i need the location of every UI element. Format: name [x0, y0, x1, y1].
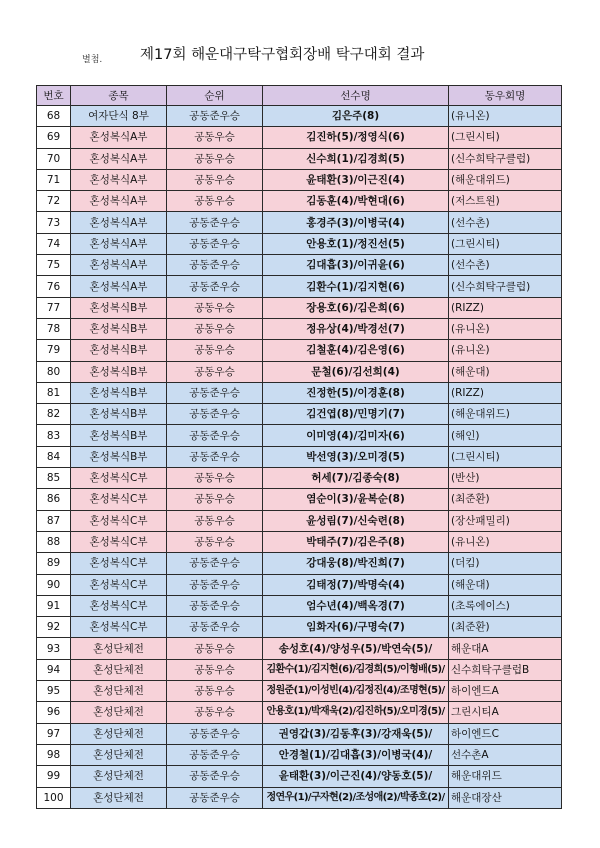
table-row	[37, 318, 562, 339]
table-row	[37, 531, 562, 552]
rank-cell: 공동준우승	[167, 723, 263, 744]
event-cell: 혼성단체전	[71, 766, 167, 787]
row-number: 86	[37, 489, 71, 510]
rank-cell: 공동준우승	[167, 106, 263, 127]
rank-cell: 공동준우승	[167, 787, 263, 808]
rank-cell: 공동우승	[167, 638, 263, 659]
players-cell: 김대흡(3)/이귀윤(6)	[263, 255, 449, 276]
document-header	[0, 40, 600, 64]
players-cell: 윤태환(3)/이근진(4)/양동호(5)/	[263, 766, 449, 787]
rank-cell: 공동우승	[167, 127, 263, 148]
players-cell: 박태주(7)/김은주(8)	[263, 531, 449, 552]
players-cell: 임화자(6)/구명숙(7)	[263, 617, 449, 638]
club-cell: (해운대)	[449, 574, 562, 595]
rank-cell: 공동우승	[167, 659, 263, 680]
rank-cell: 공동준우승	[167, 255, 263, 276]
players-cell: 박선영(3)/오미경(5)	[263, 446, 449, 467]
row-number: 68	[37, 106, 71, 127]
table-row	[37, 659, 562, 680]
row-number: 99	[37, 766, 71, 787]
players-cell: 송성호(4)/양성우(5)/박연숙(5)/	[263, 638, 449, 659]
rank-cell: 공동준우승	[167, 595, 263, 616]
event-cell: 혼성복식B부	[71, 425, 167, 446]
players-cell: 홍경주(3)/이병국(4)	[263, 212, 449, 233]
club-cell: (초록에이스)	[449, 595, 562, 616]
annex-label: 별첨.	[82, 55, 103, 65]
table-row	[37, 212, 562, 233]
players-cell: 김환수(1)/김지현(6)/김경희(5)/이형배(5)/	[263, 659, 449, 680]
table-row	[37, 595, 562, 616]
rank-cell: 공동우승	[167, 297, 263, 318]
row-number: 93	[37, 638, 71, 659]
club-cell: 신수희탁구클럽B	[449, 659, 562, 680]
row-number: 87	[37, 510, 71, 531]
table-row	[37, 297, 562, 318]
row-number: 70	[37, 148, 71, 169]
players-cell: 엄수년(4)/백옥경(7)	[263, 595, 449, 616]
column-header-players: 선수명	[263, 86, 449, 106]
club-cell: 선수촌A	[449, 744, 562, 765]
row-number: 85	[37, 468, 71, 489]
event-cell: 혼성복식C부	[71, 531, 167, 552]
players-cell: 문철(6)/김선희(4)	[263, 361, 449, 382]
event-cell: 혼성복식A부	[71, 233, 167, 254]
rank-cell: 공동우승	[167, 681, 263, 702]
club-cell: 해운대장산	[449, 787, 562, 808]
event-cell: 혼성복식B부	[71, 297, 167, 318]
club-cell: (그린시티)	[449, 127, 562, 148]
club-cell: (유니온)	[449, 340, 562, 361]
table-row	[37, 446, 562, 467]
event-cell: 혼성단체전	[71, 638, 167, 659]
row-number: 81	[37, 382, 71, 403]
table-row	[37, 255, 562, 276]
club-cell: (장산패밀리)	[449, 510, 562, 531]
table-row	[37, 233, 562, 254]
table-row	[37, 744, 562, 765]
row-number: 84	[37, 446, 71, 467]
rank-cell: 공동준우승	[167, 553, 263, 574]
rank-cell: 공동우승	[167, 361, 263, 382]
event-cell: 혼성복식C부	[71, 468, 167, 489]
row-number: 94	[37, 659, 71, 680]
row-number: 78	[37, 318, 71, 339]
rank-cell: 공동우승	[167, 148, 263, 169]
event-cell: 혼성복식B부	[71, 404, 167, 425]
row-number: 97	[37, 723, 71, 744]
players-cell: 정원준(1)/이성빈(4)/김정진(4)/조명현(5)/	[263, 681, 449, 702]
club-cell: (해운대위드)	[449, 169, 562, 190]
table-row	[37, 766, 562, 787]
rank-cell: 공동준우승	[167, 382, 263, 403]
players-cell: 김환수(1)/김지현(6)	[263, 276, 449, 297]
event-cell: 혼성복식B부	[71, 382, 167, 403]
club-cell: (반산)	[449, 468, 562, 489]
players-cell: 권영갑(3)/김동후(3)/강재욱(5)/	[263, 723, 449, 744]
event-cell: 혼성단체전	[71, 702, 167, 723]
event-cell: 혼성복식C부	[71, 510, 167, 531]
results-table	[36, 85, 562, 809]
table-row	[37, 382, 562, 403]
table-row	[37, 702, 562, 723]
table-row	[37, 510, 562, 531]
event-cell: 혼성복식A부	[71, 276, 167, 297]
club-cell: (유니온)	[449, 106, 562, 127]
event-cell: 혼성단체전	[71, 681, 167, 702]
table-row	[37, 638, 562, 659]
event-cell: 여자단식 8부	[71, 106, 167, 127]
club-cell: (신수희탁구클럽)	[449, 276, 562, 297]
club-cell: (해인)	[449, 425, 562, 446]
rank-cell: 공동우승	[167, 169, 263, 190]
row-number: 82	[37, 404, 71, 425]
row-number: 90	[37, 574, 71, 595]
rank-cell: 공동우승	[167, 489, 263, 510]
results-table-body	[37, 106, 562, 809]
event-cell: 혼성복식A부	[71, 255, 167, 276]
players-cell: 장용호(6)/김은희(6)	[263, 297, 449, 318]
players-cell: 김동훈(4)/박현대(6)	[263, 191, 449, 212]
players-cell: 김철훈(4)/김은영(6)	[263, 340, 449, 361]
rank-cell: 공동준우승	[167, 404, 263, 425]
event-cell: 혼성복식A부	[71, 169, 167, 190]
club-cell: (저스트원)	[449, 191, 562, 212]
rank-cell: 공동우승	[167, 191, 263, 212]
row-number: 76	[37, 276, 71, 297]
rank-cell: 공동준우승	[167, 617, 263, 638]
club-cell: (선수촌)	[449, 212, 562, 233]
table-row	[37, 169, 562, 190]
table-row	[37, 340, 562, 361]
players-cell: 이미영(4)/김미자(6)	[263, 425, 449, 446]
table-row	[37, 787, 562, 808]
rank-cell: 공동우승	[167, 340, 263, 361]
row-number: 100	[37, 787, 71, 808]
row-number: 92	[37, 617, 71, 638]
club-cell: 해운대위드	[449, 766, 562, 787]
players-cell: 김태정(7)/박명숙(4)	[263, 574, 449, 595]
rank-cell: 공동우승	[167, 531, 263, 552]
players-cell: 정유상(4)/박경선(7)	[263, 318, 449, 339]
club-cell: (그린시티)	[449, 446, 562, 467]
club-cell: (RIZZ)	[449, 382, 562, 403]
row-number: 88	[37, 531, 71, 552]
rank-cell: 공동준우승	[167, 276, 263, 297]
table-row	[37, 191, 562, 212]
rank-cell: 공동준우승	[167, 446, 263, 467]
column-header-number: 번호	[37, 86, 71, 106]
event-cell: 혼성복식B부	[71, 361, 167, 382]
rank-cell: 공동준우승	[167, 574, 263, 595]
event-cell: 혼성복식A부	[71, 212, 167, 233]
row-number: 80	[37, 361, 71, 382]
players-cell: 염순이(3)/윤복순(8)	[263, 489, 449, 510]
row-number: 71	[37, 169, 71, 190]
players-cell: 안용호(1)/박재욱(2)/김진하(5)/오미경(5)/	[263, 702, 449, 723]
table-row	[37, 553, 562, 574]
players-cell: 김은주(8)	[263, 106, 449, 127]
players-cell: 안용호(1)/정진선(5)	[263, 233, 449, 254]
column-header-club: 동우회명	[449, 86, 562, 106]
table-row	[37, 425, 562, 446]
event-cell: 혼성단체전	[71, 659, 167, 680]
players-cell: 진정한(5)/이경훈(8)	[263, 382, 449, 403]
club-cell: (신수희탁구클럽)	[449, 148, 562, 169]
players-cell: 허세(7)/김종숙(8)	[263, 468, 449, 489]
page-title: 제17회 해운대구탁구협회장배 탁구대회 결과	[140, 47, 425, 63]
club-cell: (그린시티)	[449, 233, 562, 254]
rank-cell: 공동우승	[167, 318, 263, 339]
players-cell: 윤태환(3)/이근진(4)	[263, 169, 449, 190]
rank-cell: 공동준우승	[167, 425, 263, 446]
players-cell: 윤성림(7)/신숙련(8)	[263, 510, 449, 531]
players-cell: 김건엽(8)/민명기(7)	[263, 404, 449, 425]
event-cell: 혼성복식B부	[71, 446, 167, 467]
rank-cell: 공동준우승	[167, 766, 263, 787]
club-cell: (유니온)	[449, 318, 562, 339]
rank-cell: 공동우승	[167, 702, 263, 723]
event-cell: 혼성복식B부	[71, 318, 167, 339]
table-row	[37, 468, 562, 489]
rank-cell: 공동우승	[167, 468, 263, 489]
event-cell: 혼성복식C부	[71, 617, 167, 638]
event-cell: 혼성단체전	[71, 744, 167, 765]
event-cell: 혼성복식C부	[71, 595, 167, 616]
event-cell: 혼성복식C부	[71, 553, 167, 574]
club-cell: (최준환)	[449, 617, 562, 638]
row-number: 69	[37, 127, 71, 148]
row-number: 77	[37, 297, 71, 318]
row-number: 83	[37, 425, 71, 446]
rank-cell: 공동준우승	[167, 212, 263, 233]
table-row	[37, 617, 562, 638]
club-cell: 그린시티A	[449, 702, 562, 723]
club-cell: (해운대)	[449, 361, 562, 382]
row-number: 91	[37, 595, 71, 616]
rank-cell: 공동준우승	[167, 233, 263, 254]
club-cell: (유니온)	[449, 531, 562, 552]
table-row	[37, 276, 562, 297]
players-cell: 안경철(1)/김대흡(3)/이병국(4)/	[263, 744, 449, 765]
event-cell: 혼성복식A부	[71, 127, 167, 148]
column-header-event: 종목	[71, 86, 167, 106]
event-cell: 혼성단체전	[71, 723, 167, 744]
club-cell: (해운대위드)	[449, 404, 562, 425]
row-number: 79	[37, 340, 71, 361]
event-cell: 혼성복식B부	[71, 340, 167, 361]
event-cell: 혼성복식A부	[71, 148, 167, 169]
event-cell: 혼성단체전	[71, 787, 167, 808]
club-cell: 하이엔드C	[449, 723, 562, 744]
club-cell: (선수촌)	[449, 255, 562, 276]
table-header-row	[37, 86, 562, 106]
table-row	[37, 574, 562, 595]
table-row	[37, 489, 562, 510]
column-header-rank: 순위	[167, 86, 263, 106]
event-cell: 혼성복식A부	[71, 191, 167, 212]
table-row	[37, 106, 562, 127]
rank-cell: 공동준우승	[167, 744, 263, 765]
club-cell: 하이엔드A	[449, 681, 562, 702]
row-number: 95	[37, 681, 71, 702]
row-number: 89	[37, 553, 71, 574]
club-cell: (최준환)	[449, 489, 562, 510]
players-cell: 정연우(1)/구자현(2)/조성애(2)/박종호(2)/	[263, 787, 449, 808]
row-number: 74	[37, 233, 71, 254]
row-number: 72	[37, 191, 71, 212]
table-row	[37, 723, 562, 744]
players-cell: 신수희(1)/김경희(5)	[263, 148, 449, 169]
table-row	[37, 681, 562, 702]
row-number: 73	[37, 212, 71, 233]
rank-cell: 공동우승	[167, 510, 263, 531]
row-number: 75	[37, 255, 71, 276]
players-cell: 김진하(5)/정영식(6)	[263, 127, 449, 148]
club-cell: (RIZZ)	[449, 297, 562, 318]
players-cell: 강대웅(8)/박진희(7)	[263, 553, 449, 574]
table-row	[37, 404, 562, 425]
event-cell: 혼성복식C부	[71, 489, 167, 510]
row-number: 96	[37, 702, 71, 723]
club-cell: (더킴)	[449, 553, 562, 574]
row-number: 98	[37, 744, 71, 765]
club-cell: 해운대A	[449, 638, 562, 659]
table-row	[37, 127, 562, 148]
table-row	[37, 148, 562, 169]
event-cell: 혼성복식C부	[71, 574, 167, 595]
table-row	[37, 361, 562, 382]
